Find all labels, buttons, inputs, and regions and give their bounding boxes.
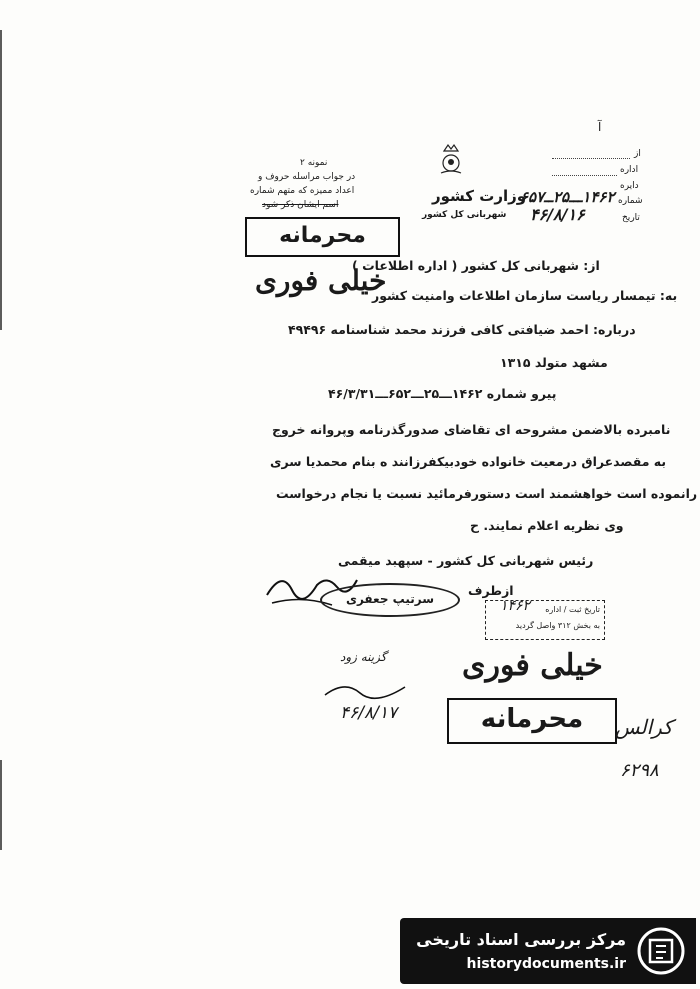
received-stamp-line: به بخش ۳۱۲ واصل گردید xyxy=(515,621,600,630)
archive-logo-icon xyxy=(636,926,686,976)
on-behalf-label: ازطرف xyxy=(468,583,514,598)
received-stamp-line: تاریخ ثبت / اداره xyxy=(545,605,600,614)
letter-body-line: به مقصدعراق درمعیت خانواده خودبیکفرزانند ه بنام محمدیا سری xyxy=(270,454,667,469)
division-label: دایره xyxy=(620,181,639,191)
office-label: اداره xyxy=(620,165,639,175)
number-label: شماره xyxy=(618,196,643,206)
lion-and-sun-emblem xyxy=(436,143,466,177)
scan-edge-mark xyxy=(0,30,8,330)
scan-edge-mark xyxy=(0,760,6,850)
confidential-stamp-text: محرمانه xyxy=(279,223,366,248)
letter-to: به: تیمسار ریاست سازمان اطلاعات وامنیت کشور xyxy=(372,288,678,303)
handwritten-date: ۴۶/۸/۱۷ xyxy=(340,703,398,723)
handwritten-initials xyxy=(320,675,410,705)
header-mark: آ xyxy=(598,120,602,134)
letter-body-line: وی نظریه اعلام نمایند. ح xyxy=(470,518,624,533)
office-dotted-line xyxy=(552,174,617,176)
letter-from: از: شهربانی کل کشور ( اداره اطلاعات ) xyxy=(352,258,600,273)
sample-note-line: اسم ایشان ذکر شود xyxy=(262,200,339,210)
signatory-name: سرتیپ جعفری xyxy=(345,592,435,606)
watermark-url: historydocuments.ir xyxy=(466,956,626,972)
handwritten-note: گزینه زود xyxy=(340,650,387,664)
from-dotted-line xyxy=(552,157,630,159)
confidential-stamp-bottom-text: محرمانه xyxy=(480,704,584,734)
department-title: شهربانی کل کشور xyxy=(422,210,507,220)
sample-note-line: در جواب مراسله حروف و xyxy=(258,172,356,182)
letter-subject-birth: مشهد متولد ۱۳۱۵ xyxy=(500,355,608,370)
confidential-stamp-bottom xyxy=(447,698,617,744)
urgent-stamp: خیلی فوری xyxy=(255,264,387,297)
confidential-stamp xyxy=(245,217,400,257)
watermark-title: مرکز بررسی اسناد تاریخی xyxy=(416,930,626,949)
letter-reference: پیرو شماره ۱۴۶۲ـــ۲۵ـــ۶۵۲ـــ۴۶/۳/۳۱ xyxy=(328,386,557,401)
urgent-stamp-bottom: خیلی فوری xyxy=(462,648,603,683)
sample-note-line: اعداد ممیزه که متهم شماره xyxy=(250,186,355,196)
letter-body-line: نامبرده بالاضمن مشروحه ای تقاضای صدورگذرنامه وپروانه خروج xyxy=(272,422,671,437)
ministry-title: وزارت کشور xyxy=(432,187,527,205)
handwritten-code: کرالس xyxy=(615,715,673,739)
from-label: از xyxy=(634,149,641,159)
date-label: تاریخ xyxy=(622,213,640,223)
handwritten-number: ۶۲۹۸ xyxy=(620,760,659,781)
letter-subject: درباره: احمد ضیافتی کافی فرزند محمد شناسنامه ۴۹۴۹۶ xyxy=(288,322,636,337)
letter-body-line: رانموده است خواهشمند است دستورفرمائید نسبت یا نجام درخواست xyxy=(276,486,698,501)
signatory-oval-stamp xyxy=(320,583,460,617)
watermark-banner xyxy=(400,918,696,984)
handwritten-note: ۱۴۶۲ xyxy=(500,598,531,614)
chief-signature-line: رئیس شهربانی کل کشور - سپهبد میقمی xyxy=(338,553,594,568)
letter-number: ۱۴۶۲ـــ۲۵ــ۶۵۷ xyxy=(520,188,615,206)
sample-number: نمونه ۲ xyxy=(300,158,328,168)
letter-date: ۴۶/۸/۱۶ xyxy=(530,205,585,224)
